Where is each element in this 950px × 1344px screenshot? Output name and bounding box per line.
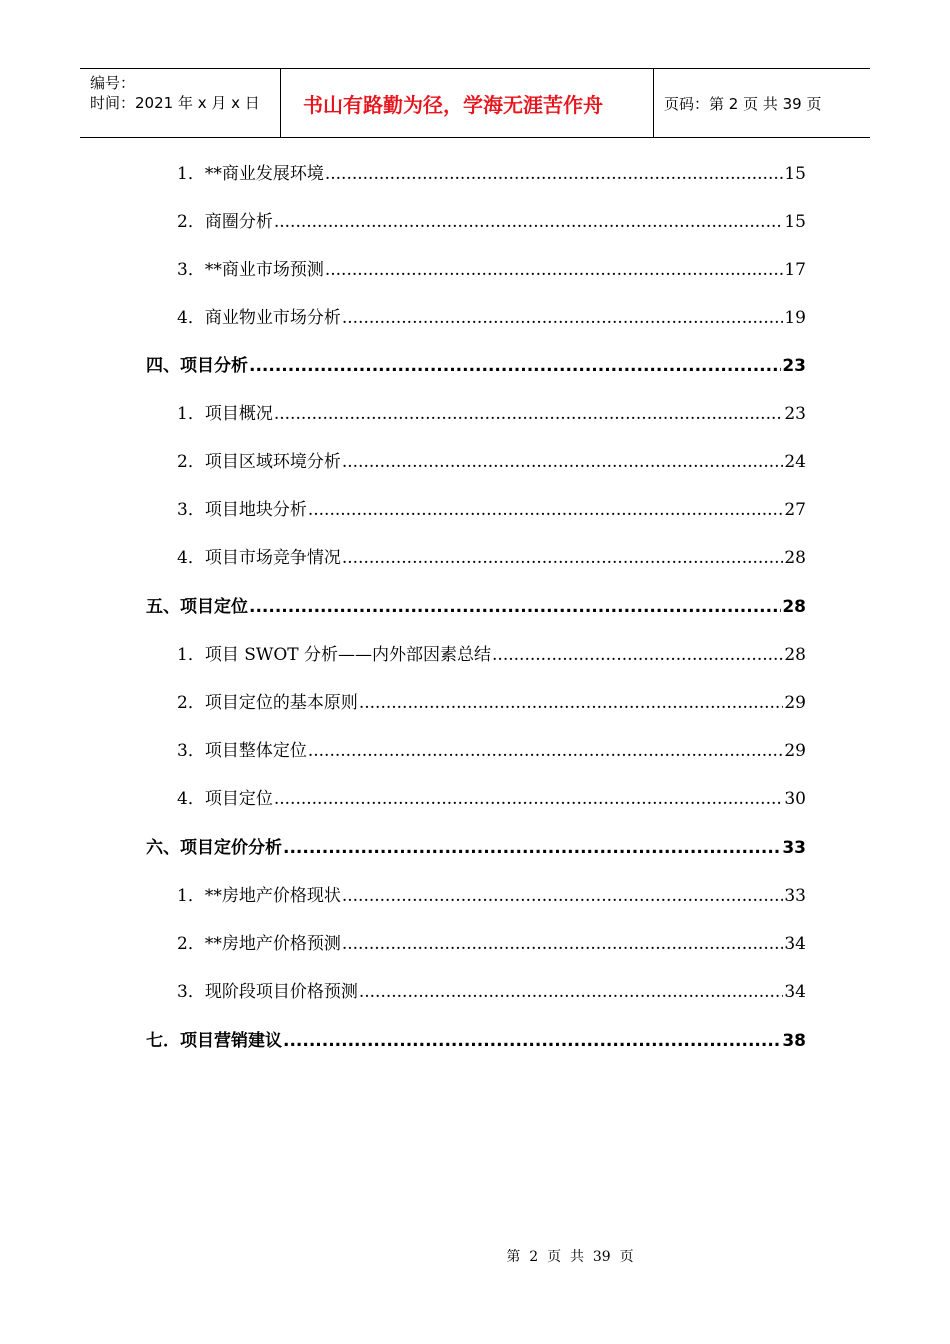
toc-entry-number: 4． bbox=[177, 548, 205, 568]
toc-entry-number: 1． bbox=[177, 886, 205, 906]
toc-entry-number: 3． bbox=[177, 260, 205, 280]
toc-entry-number: 1． bbox=[177, 404, 205, 424]
toc-dot-leader bbox=[325, 164, 784, 184]
toc-entry-page: 34 bbox=[784, 934, 806, 954]
toc-section-page: 33 bbox=[782, 838, 806, 858]
toc-dot-leader bbox=[359, 693, 784, 713]
toc-entry-title: 现阶段项目价格预测 bbox=[204, 982, 358, 1002]
header-motto: 书山有路勤为径，学海无涯苦作舟 bbox=[281, 69, 654, 137]
toc-section[interactable] bbox=[146, 351, 806, 377]
toc-entry-title: 商业物业市场分析 bbox=[204, 308, 341, 328]
toc-dot-leader bbox=[325, 260, 784, 280]
toc-entry-page: 19 bbox=[784, 308, 806, 328]
toc-entry-page: 34 bbox=[784, 982, 806, 1002]
header-meta bbox=[80, 69, 281, 137]
toc-entry-number: 4． bbox=[177, 789, 205, 809]
toc-entry-number: 2． bbox=[177, 934, 205, 954]
toc-dot-leader bbox=[249, 597, 781, 617]
toc-entry-number: 3． bbox=[177, 500, 205, 520]
toc-entry-title: 项目定位 bbox=[204, 789, 273, 809]
toc-entry-number: 1． bbox=[177, 645, 205, 665]
toc-entry-page: 27 bbox=[784, 500, 806, 520]
toc-entry-number: 4． bbox=[177, 308, 205, 328]
toc-section[interactable] bbox=[146, 592, 806, 618]
toc-dot-leader bbox=[342, 308, 784, 328]
toc-entry-page: 24 bbox=[784, 452, 806, 472]
toc-dot-leader bbox=[308, 500, 784, 520]
toc-entry-page: 29 bbox=[784, 693, 806, 713]
toc-section-title: 四、项目分析 bbox=[146, 356, 248, 376]
footer-page-number: 第 2 页 共 39 页 bbox=[506, 1249, 634, 1265]
toc-dot-leader bbox=[342, 934, 784, 954]
toc-dot-leader bbox=[274, 212, 784, 232]
toc-entry-number: 2． bbox=[177, 693, 205, 713]
toc-entry[interactable] bbox=[177, 977, 806, 1003]
toc-entry[interactable] bbox=[177, 640, 806, 666]
toc-section-page: 23 bbox=[782, 356, 806, 376]
toc-dot-leader bbox=[342, 886, 784, 906]
toc-dot-leader bbox=[283, 838, 781, 858]
toc-entry[interactable] bbox=[177, 784, 806, 810]
header-page-info: 页码：第 2 页 共 39 页 bbox=[664, 94, 822, 113]
toc-entry[interactable] bbox=[177, 255, 806, 281]
toc-entry-number: 2． bbox=[177, 452, 205, 472]
toc-section-page: 38 bbox=[782, 1031, 806, 1051]
toc-entry[interactable] bbox=[177, 881, 806, 907]
toc-section[interactable] bbox=[146, 833, 806, 859]
toc-entry[interactable] bbox=[177, 688, 806, 714]
toc-entry-page: 23 bbox=[784, 404, 806, 424]
toc-entry-number: 3． bbox=[177, 982, 205, 1002]
toc-entry-title: **房地产价格预测 bbox=[204, 934, 341, 954]
page-footer bbox=[0, 1246, 950, 1266]
toc-entry-page: 33 bbox=[784, 886, 806, 906]
toc-entry-title: 项目概况 bbox=[204, 404, 273, 424]
toc-entry-title: **商业发展环境 bbox=[204, 164, 324, 184]
toc-entry-page: 15 bbox=[784, 212, 806, 232]
toc-entry-number: 3． bbox=[177, 741, 205, 761]
toc-entry-title: **房地产价格现状 bbox=[204, 886, 341, 906]
toc-entry-title: 项目 SWOT 分析——内外部因素总结 bbox=[204, 645, 492, 665]
toc-entry-title: 项目定位的基本原则 bbox=[204, 693, 358, 713]
toc-entry[interactable] bbox=[177, 736, 806, 762]
toc-entry-title: 商圈分析 bbox=[204, 212, 273, 232]
toc-section-page: 28 bbox=[782, 597, 806, 617]
toc-dot-leader bbox=[283, 1031, 781, 1051]
document-number-label: 编号： bbox=[90, 74, 136, 92]
toc-entry-title: **商业市场预测 bbox=[204, 260, 324, 280]
toc-entry-title: 项目地块分析 bbox=[204, 500, 307, 520]
toc-entry[interactable] bbox=[177, 399, 806, 425]
toc-section[interactable] bbox=[146, 1026, 806, 1052]
toc-entry[interactable] bbox=[177, 495, 806, 521]
toc-entry-page: 15 bbox=[784, 164, 806, 184]
toc-entry-number: 1． bbox=[177, 164, 205, 184]
toc-dot-leader bbox=[274, 404, 784, 424]
toc-dot-leader bbox=[308, 741, 784, 761]
page-header bbox=[80, 68, 870, 138]
toc-entry-page: 29 bbox=[784, 741, 806, 761]
toc-dot-leader bbox=[342, 452, 784, 472]
toc-entry[interactable] bbox=[177, 929, 806, 955]
toc-dot-leader bbox=[492, 645, 783, 665]
toc-dot-leader bbox=[249, 356, 781, 376]
toc-entry[interactable] bbox=[177, 159, 806, 185]
toc-entry[interactable] bbox=[177, 543, 806, 569]
toc-entry-number: 2． bbox=[177, 212, 205, 232]
toc-section-title: 六、项目定价分析 bbox=[146, 838, 282, 858]
toc-dot-leader bbox=[359, 982, 784, 1002]
toc-entry[interactable] bbox=[177, 447, 806, 473]
toc-entry-title: 项目区域环境分析 bbox=[204, 452, 341, 472]
toc-dot-leader bbox=[274, 789, 784, 809]
toc-entry[interactable] bbox=[177, 303, 806, 329]
toc-entry-title: 项目整体定位 bbox=[204, 741, 307, 761]
document-date: 时间：2021 年 x 月 x 日 bbox=[90, 94, 260, 112]
toc-entry-page: 30 bbox=[784, 789, 806, 809]
toc-section-title: 五、项目定位 bbox=[146, 597, 248, 617]
toc-entry-page: 28 bbox=[784, 548, 806, 568]
toc-section-title: 七．项目营销建议 bbox=[146, 1031, 282, 1051]
toc-dot-leader bbox=[342, 548, 784, 568]
toc-entry-page: 17 bbox=[784, 260, 806, 280]
toc-entry[interactable] bbox=[177, 207, 806, 233]
toc-entry-page: 28 bbox=[784, 645, 806, 665]
toc-entry-title: 项目市场竞争情况 bbox=[204, 548, 341, 568]
